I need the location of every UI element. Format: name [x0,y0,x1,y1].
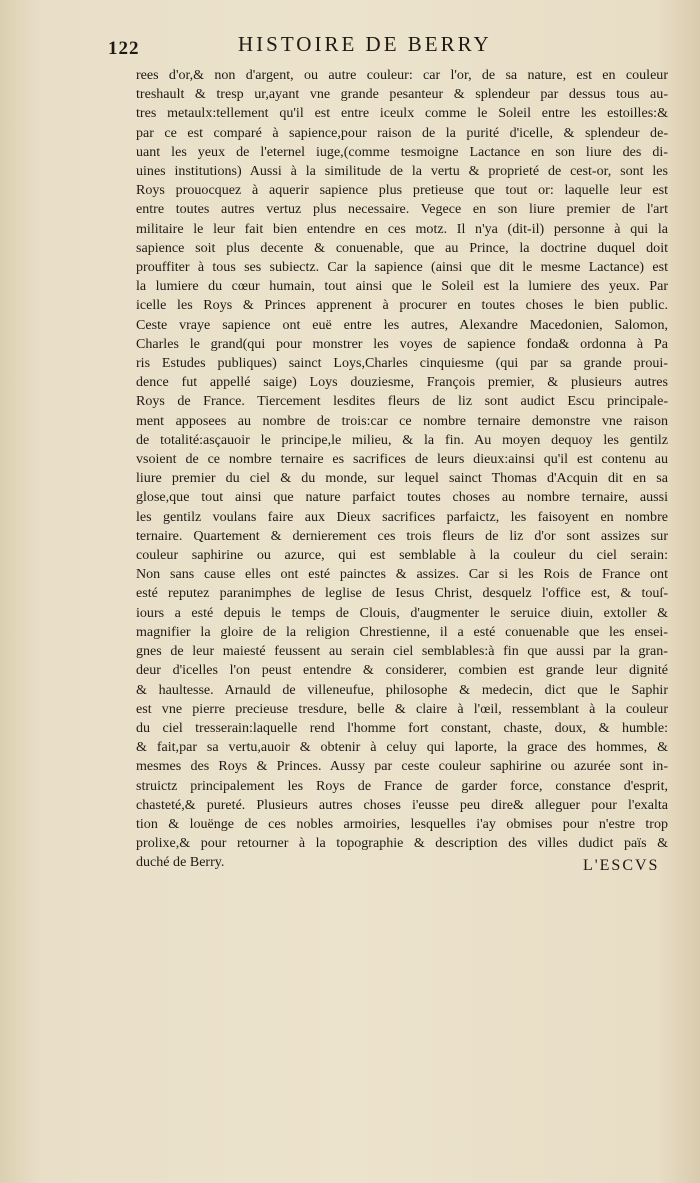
text-line: glose,que tout ainsi que nature parfaict toutes choses au nombre ternaire, aussi [136,489,668,506]
text-line: gnes de leur maiesté feussent au serain ciel semblables:à fin que aussi par la gran- [136,643,668,660]
text-line: uant les yeux de l'eternel iuge,(comme tesmoigne Lactance en son liure des di- [136,143,668,160]
text-line: treshault & tresp ur,ayant vne grande pesanteur & splendeur par dessus tous au- [136,86,668,103]
text-line: Ceste vraye sapience ont euë entre les autres, Alexandre Macedonien, Salomon, [136,316,668,333]
text-line: tion & louënge de ces nobles armoiries, lesquelles i'ay obmises pour n'estre trop [136,815,668,832]
text-line: dence fut appellé saige) Loys douziesme, François premier, & plusieurs autres [136,374,668,391]
text-line: struictz principalement les Roys de France de garder force, constance d'esprit, [136,777,668,794]
text-line: vsoient de ce nombre ternaire es sacrifices de leurs dieux:ainsi qu'il est contenu au [136,451,668,468]
text-line: & fait,par sa vertu,auoir & obtenir à celuy qui laporte, la grace des hommes, & [136,739,668,756]
text-line: sapience soit plus decente & conuenable, que au Prince, la doctrine duquel doit [136,239,668,256]
text-line: Charles le grand(qui pour monstrer les voyes de sapience fonda& ordonna à Pa [136,335,668,352]
text-line: chasteté,& pureté. Plusieurs autres choses i'eusse peu dire& alleguer pour l'exalta [136,796,668,813]
text-line: la lumiere du cœur humain, tout ainsi que le Soleil est la lumiere des yeux. Par [136,278,668,295]
text-line: tres metaulx:tellement qu'il est entre iceulx comme le Soleil entre les estoilles:& [136,105,668,122]
text-line: iours a esté depuis le temps de Clouis, d'augmenter le seruice diuin, extoller & [136,604,668,621]
text-line: ment apposees au nombre de trois:car ce nombre ternaire demonstre vne raison [136,412,668,429]
text-line: liure premier du ciel & du monde, sur lequel sainct Thomas d'Acquin dit en sa [136,470,668,487]
text-line: militaire le leur fait bien entendre en ces motz. Il n'ya (dit-il) personne à qui la [136,220,668,237]
text-line: par ce est comparé à sapience,pour raison de la purité d'icelle, & splendeur de- [136,124,668,141]
text-line: prolixe,& pour retourner à la topographie & description des villes dudict païs & [136,835,668,852]
text-line: ris Estudes publiques) sainct Loys,Charles cinquiesme (qui par sa grande proui- [136,355,668,372]
running-title: HISTOIRE DE BERRY [238,32,492,56]
text-line: esté reputez paranimphes de leglise de Iesus Christ, desquelz l'office est, & touſ- [136,585,668,602]
text-line: Roys de France. Tiercement lesdites fleurs de liz sont audict Escu principale- [136,393,668,410]
text-line: uines institutions) Aussi à la similitude de la vertu & proprieté de cest-or, sont les [136,163,668,180]
text-line: icelle les Roys & Princes apprenent à procurer en toutes choses le bien public. [136,297,668,314]
text-line: entre toutes autres vertuz plus necessaire. Vegece en son liure premier de l'art [136,201,668,218]
text-line: du ciel tresserain:laquelle rend l'homme fort constant, chaste, doux, & humble: [136,719,668,736]
text-line: mesmes des Roys & Princes. Aussy par ceste couleur saphirine ou azurée sont in- [136,758,668,775]
text-line: magnifier la gloire de la religion Chrestienne, il a esté conuenable que les ensei- [136,623,668,640]
body-text [136,66,668,873]
text-line: de totalité:asçauoir le principe,le milieu, & la fin. Au moyen dequoy les gentilz [136,431,668,448]
text-line: deur d'icelles l'on peust entendre & considerer, combien est grande leur dignité [136,662,668,679]
text-line: les gentilz voulans faire aux Dieux sacrifices parfaictz, les faisoyent en nombre [136,508,668,525]
text-line: & haultesse. Arnauld de villeneufue, philosophe & medecin, dict que le Saphir [136,681,668,698]
catchword: L'ESCVS [583,857,660,874]
text-line: Non sans cause elles ont esté painctes & assizes. Car si les Rois de France ont [136,566,668,583]
text-line: duché de Berry. [136,854,225,871]
text-line: couleur saphirine ou azurce, qui est semblable à la couleur du ciel serain: [136,547,668,564]
text-line: ternaire. Quartement & dernierement ces trois fleurs de liz d'or sont assizes sur [136,527,668,544]
page-header [108,30,680,60]
text-line: est vne pierre precieuse tresdure, belle & claire à l'œil, ressemblant à la couleur [136,700,668,717]
text-line: prouffiter à tous ses subiectz. Car la sapience (ainsi que dit le mesme Lactance) est [136,259,668,276]
page-number: 122 [108,38,140,59]
text-line: rees d'or,& non d'argent, ou autre couleur: car l'or, de sa nature, est en couleur [136,67,668,83]
text-line: Roys prouocquez à aquerir sapience plus pretieuse que tout or: laquelle leur est [136,182,668,199]
